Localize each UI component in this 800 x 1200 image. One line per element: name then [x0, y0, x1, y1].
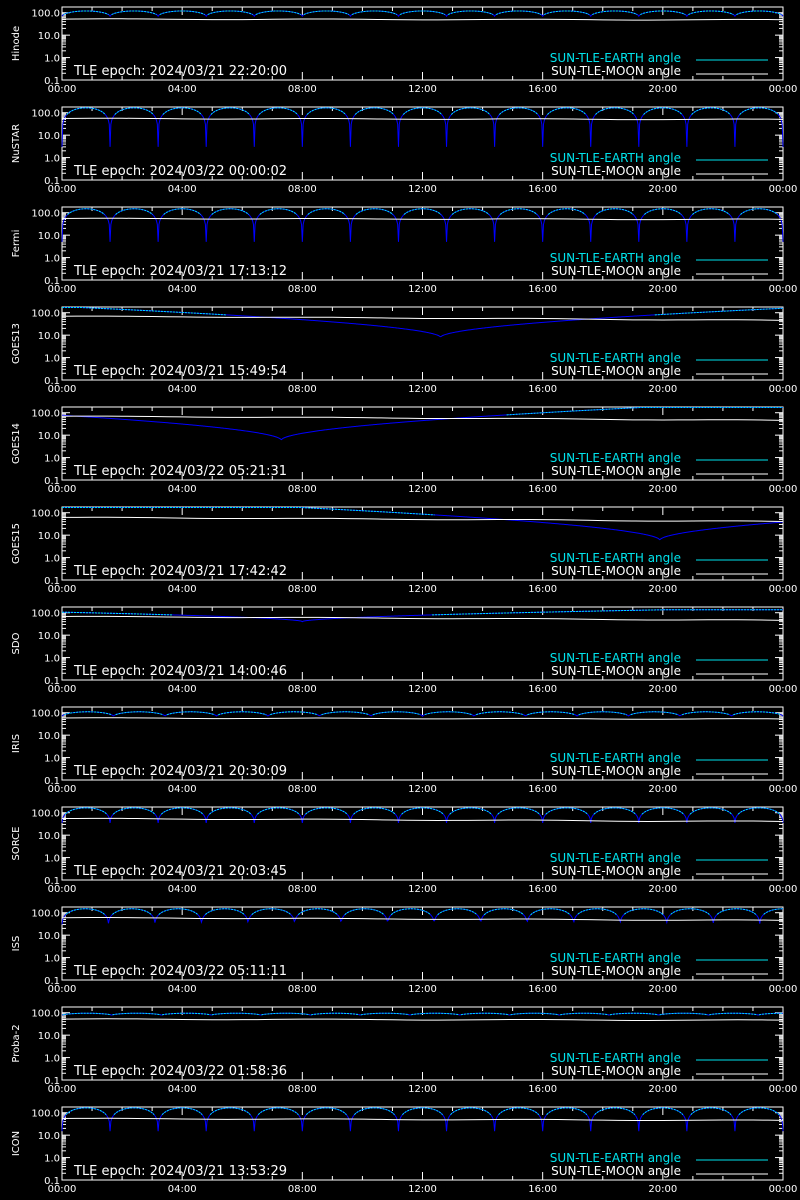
x-tick-label: 12:00 [408, 484, 437, 495]
x-tick-label: 04:00 [167, 684, 197, 695]
panel-nustar [0, 100, 800, 200]
y-tick-label: 1.0 [44, 1053, 60, 1065]
x-tick-label: 08:00 [287, 1184, 317, 1195]
x-tick-label: 08:00 [287, 284, 317, 295]
y-axis-label: Hinode [11, 25, 22, 62]
x-tick-label: 08:00 [287, 184, 317, 195]
x-tick-label: 04:00 [167, 484, 197, 495]
y-tick-label: 0.1 [44, 176, 60, 187]
y-tick-label: 10.0 [37, 1131, 60, 1143]
series-earth-highlight [507, 407, 783, 414]
y-tick-label: 100.0 [31, 1108, 60, 1120]
x-tick-label: 08:00 [287, 884, 317, 895]
y-tick-label: 100.0 [31, 108, 60, 120]
x-tick-label: 08:00 [287, 584, 317, 595]
x-tick-label: 00:00 [768, 284, 798, 295]
x-tick-label: 12:00 [408, 284, 437, 295]
x-tick-label: 20:00 [648, 384, 678, 395]
x-tick-label: 00:00 [768, 784, 798, 795]
legend-earth-label: SUN-TLE-EARTH angle [549, 651, 681, 665]
y-tick-label: 10.0 [37, 31, 60, 43]
y-tick-label: 1.0 [44, 553, 60, 565]
x-tick-label: 20:00 [648, 184, 678, 195]
legend-moon-label: SUN-TLE-MOON angle [551, 664, 681, 678]
series-moon-line [62, 19, 783, 20]
panel-goes13 [0, 300, 800, 400]
y-tick-label: 0.1 [44, 676, 60, 687]
y-tick-label: 0.1 [44, 76, 60, 87]
series-moon-line [62, 416, 783, 420]
y-tick-label: 10.0 [37, 931, 60, 943]
legend-moon-label: SUN-TLE-MOON angle [551, 1064, 681, 1078]
y-tick-label: 10.0 [37, 331, 60, 343]
y-tick-label: 100.0 [31, 308, 60, 320]
series-moon-line [62, 1019, 783, 1021]
y-tick-label: 0.1 [44, 376, 60, 387]
y-tick-label: 1.0 [44, 53, 60, 65]
x-tick-label: 12:00 [408, 884, 437, 895]
legend-moon-label: SUN-TLE-MOON angle [551, 764, 681, 778]
legend-earth-label: SUN-TLE-EARTH angle [549, 551, 681, 565]
x-tick-label: 00:00 [47, 284, 77, 295]
y-tick-label: 10.0 [37, 1031, 60, 1043]
tle-epoch-label: TLE epoch: 2024/03/21 14:00:46 [74, 664, 288, 679]
series-moon-line [62, 316, 783, 320]
x-tick-label: 00:00 [47, 784, 77, 795]
legend-earth-label: SUN-TLE-EARTH angle [549, 751, 681, 765]
series-moon-line [62, 517, 783, 521]
y-tick-label: 10.0 [37, 131, 60, 143]
y-axis-label: SDO [11, 632, 22, 655]
tle-epoch-label: TLE epoch: 2024/03/22 00:00:02 [74, 164, 288, 179]
y-axis-label: NuSTAR [11, 123, 22, 164]
y-tick-label: 0.1 [44, 1076, 60, 1087]
x-tick-label: 16:00 [528, 284, 558, 295]
series-moon-line [62, 218, 783, 219]
tle-epoch-label: TLE epoch: 2024/03/21 22:20:00 [74, 64, 288, 79]
x-tick-label: 16:00 [528, 684, 558, 695]
legend-earth-label: SUN-TLE-EARTH angle [549, 951, 681, 965]
y-axis-label: ISS [11, 935, 22, 952]
y-tick-label: 10.0 [37, 231, 60, 243]
legend-moon-label: SUN-TLE-MOON angle [551, 364, 681, 378]
x-tick-label: 04:00 [167, 1184, 197, 1195]
legend-moon-label: SUN-TLE-MOON angle [551, 1164, 681, 1178]
y-tick-label: 1.0 [44, 753, 60, 765]
x-tick-label: 00:00 [47, 84, 77, 95]
x-tick-label: 16:00 [528, 384, 558, 395]
legend-earth-label: SUN-TLE-EARTH angle [549, 851, 681, 865]
legend-moon-label: SUN-TLE-MOON angle [551, 464, 681, 478]
x-tick-label: 04:00 [167, 84, 197, 95]
legend-earth-label: SUN-TLE-EARTH angle [549, 1151, 681, 1165]
x-tick-label: 00:00 [47, 984, 77, 995]
y-tick-label: 1.0 [44, 153, 60, 165]
y-tick-label: 100.0 [31, 708, 60, 720]
x-tick-label: 04:00 [167, 784, 197, 795]
panel-icon [0, 1100, 800, 1200]
x-tick-label: 20:00 [648, 284, 678, 295]
x-tick-label: 00:00 [768, 684, 798, 695]
x-tick-label: 12:00 [408, 984, 437, 995]
tle-epoch-label: TLE epoch: 2024/03/22 05:11:11 [74, 964, 288, 979]
x-tick-label: 00:00 [768, 1084, 798, 1095]
x-tick-label: 12:00 [408, 784, 437, 795]
x-tick-label: 20:00 [648, 1184, 678, 1195]
x-tick-label: 20:00 [648, 884, 678, 895]
tle-epoch-label: TLE epoch: 2024/03/21 15:49:54 [74, 364, 288, 379]
y-tick-label: 1.0 [44, 453, 60, 465]
y-tick-label: 100.0 [31, 8, 60, 20]
tle-epoch-label: TLE epoch: 2024/03/22 05:21:31 [74, 464, 288, 479]
y-tick-label: 1.0 [44, 653, 60, 665]
x-tick-label: 08:00 [287, 1084, 317, 1095]
x-tick-label: 08:00 [287, 484, 317, 495]
x-tick-label: 16:00 [528, 884, 558, 895]
x-tick-label: 08:00 [287, 684, 317, 695]
x-tick-label: 16:00 [528, 1184, 558, 1195]
legend-earth-label: SUN-TLE-EARTH angle [549, 1051, 681, 1065]
y-axis-label: Fermi [11, 229, 22, 258]
x-tick-label: 00:00 [47, 684, 77, 695]
y-axis-label: IRIS [11, 733, 22, 754]
y-axis-label: SORCE [11, 826, 22, 861]
y-tick-label: 0.1 [44, 1176, 60, 1187]
legend-moon-label: SUN-TLE-MOON angle [551, 164, 681, 178]
y-axis-label: GOES13 [11, 322, 22, 365]
legend-moon-label: SUN-TLE-MOON angle [551, 264, 681, 278]
x-tick-label: 12:00 [408, 1084, 437, 1095]
x-tick-label: 08:00 [287, 784, 317, 795]
series-moon-line [62, 918, 783, 921]
x-tick-label: 00:00 [47, 1184, 77, 1195]
tle-epoch-label: TLE epoch: 2024/03/21 20:30:09 [74, 764, 288, 779]
panel-sdo [0, 600, 800, 700]
y-tick-label: 0.1 [44, 576, 60, 587]
x-tick-label: 00:00 [47, 884, 77, 895]
x-tick-label: 00:00 [768, 184, 798, 195]
y-tick-label: 0.1 [44, 876, 60, 887]
y-tick-label: 1.0 [44, 853, 60, 865]
x-tick-label: 00:00 [768, 84, 798, 95]
series-moon-line [62, 118, 783, 119]
tle-epoch-label: TLE epoch: 2024/03/21 13:53:29 [74, 1164, 288, 1179]
x-tick-label: 12:00 [408, 1184, 437, 1195]
y-tick-label: 10.0 [37, 431, 60, 443]
y-tick-label: 0.1 [44, 776, 60, 787]
y-tick-label: 100.0 [31, 908, 60, 920]
x-tick-label: 00:00 [768, 484, 798, 495]
panel-proba-2 [0, 1000, 800, 1100]
series-moon-line [62, 1118, 783, 1120]
x-tick-label: 04:00 [167, 1084, 197, 1095]
y-tick-label: 10.0 [37, 731, 60, 743]
x-tick-label: 16:00 [528, 84, 558, 95]
x-tick-label: 20:00 [648, 784, 678, 795]
x-tick-label: 04:00 [167, 284, 197, 295]
x-tick-label: 00:00 [768, 884, 798, 895]
x-tick-label: 20:00 [648, 984, 678, 995]
x-tick-label: 00:00 [47, 484, 77, 495]
x-tick-label: 08:00 [287, 384, 317, 395]
x-tick-label: 08:00 [287, 984, 317, 995]
x-tick-label: 16:00 [528, 184, 558, 195]
tle-epoch-label: TLE epoch: 2024/03/21 17:42:42 [74, 564, 288, 579]
y-tick-label: 100.0 [31, 508, 60, 520]
series-earth-highlight [62, 507, 435, 514]
y-axis-label: Proba-2 [11, 1024, 22, 1063]
x-tick-label: 00:00 [47, 584, 77, 595]
x-tick-label: 12:00 [408, 184, 437, 195]
y-tick-label: 100.0 [31, 208, 60, 220]
x-tick-label: 16:00 [528, 784, 558, 795]
y-axis-label: ICON [11, 1130, 22, 1157]
x-tick-label: 00:00 [768, 384, 798, 395]
panel-hinode [0, 0, 800, 100]
series-moon-line [62, 818, 783, 821]
x-tick-label: 20:00 [648, 684, 678, 695]
legend-earth-label: SUN-TLE-EARTH angle [549, 151, 681, 165]
y-tick-label: 100.0 [31, 608, 60, 620]
x-tick-label: 20:00 [648, 484, 678, 495]
x-tick-label: 00:00 [47, 1084, 77, 1095]
x-tick-label: 00:00 [47, 384, 77, 395]
legend-moon-label: SUN-TLE-MOON angle [551, 964, 681, 978]
panel-goes14 [0, 400, 800, 500]
series-moon-line [62, 616, 783, 620]
legend-earth-label: SUN-TLE-EARTH angle [549, 451, 681, 465]
x-tick-label: 16:00 [528, 584, 558, 595]
y-tick-label: 10.0 [37, 631, 60, 643]
x-tick-label: 00:00 [768, 1184, 798, 1195]
y-tick-label: 100.0 [31, 1008, 60, 1020]
y-tick-label: 100.0 [31, 408, 60, 420]
panel-iss [0, 900, 800, 1000]
x-tick-label: 04:00 [167, 884, 197, 895]
x-tick-label: 20:00 [648, 1084, 678, 1095]
x-tick-label: 12:00 [408, 684, 437, 695]
panel-goes15 [0, 500, 800, 600]
tle-epoch-label: TLE epoch: 2024/03/21 17:13:12 [74, 264, 288, 279]
x-tick-label: 04:00 [167, 184, 197, 195]
y-tick-label: 1.0 [44, 253, 60, 265]
x-tick-label: 20:00 [648, 584, 678, 595]
series-moon-line [62, 718, 783, 719]
y-tick-label: 100.0 [31, 808, 60, 820]
y-tick-label: 10.0 [37, 831, 60, 843]
x-tick-label: 08:00 [287, 84, 317, 95]
x-tick-label: 04:00 [167, 584, 197, 595]
y-tick-label: 1.0 [44, 353, 60, 365]
legend-moon-label: SUN-TLE-MOON angle [551, 64, 681, 78]
x-tick-label: 16:00 [528, 484, 558, 495]
panel-fermi [0, 200, 800, 300]
x-tick-label: 00:00 [768, 984, 798, 995]
x-tick-label: 04:00 [167, 384, 197, 395]
x-tick-label: 16:00 [528, 984, 558, 995]
legend-earth-label: SUN-TLE-EARTH angle [549, 351, 681, 365]
panel-sorce [0, 800, 800, 900]
x-tick-label: 16:00 [528, 1084, 558, 1095]
x-tick-label: 00:00 [768, 584, 798, 595]
x-tick-label: 00:00 [47, 184, 77, 195]
y-tick-label: 1.0 [44, 1153, 60, 1165]
y-axis-label: GOES14 [11, 422, 22, 465]
x-tick-label: 20:00 [648, 84, 678, 95]
y-tick-label: 0.1 [44, 476, 60, 487]
panel-iris [0, 700, 800, 800]
y-tick-label: 0.1 [44, 976, 60, 987]
x-tick-label: 12:00 [408, 84, 437, 95]
y-axis-label: GOES15 [11, 522, 22, 565]
tle-epoch-label: TLE epoch: 2024/03/22 01:58:36 [74, 1064, 288, 1079]
y-tick-label: 10.0 [37, 531, 60, 543]
legend-moon-label: SUN-TLE-MOON angle [551, 864, 681, 878]
x-tick-label: 04:00 [167, 984, 197, 995]
legend-moon-label: SUN-TLE-MOON angle [551, 564, 681, 578]
legend-earth-label: SUN-TLE-EARTH angle [549, 251, 681, 265]
x-tick-label: 12:00 [408, 584, 437, 595]
y-tick-label: 0.1 [44, 276, 60, 287]
y-tick-label: 1.0 [44, 953, 60, 965]
legend-earth-label: SUN-TLE-EARTH angle [549, 51, 681, 65]
x-tick-label: 12:00 [408, 384, 437, 395]
tle-epoch-label: TLE epoch: 2024/03/21 20:03:45 [74, 864, 288, 879]
